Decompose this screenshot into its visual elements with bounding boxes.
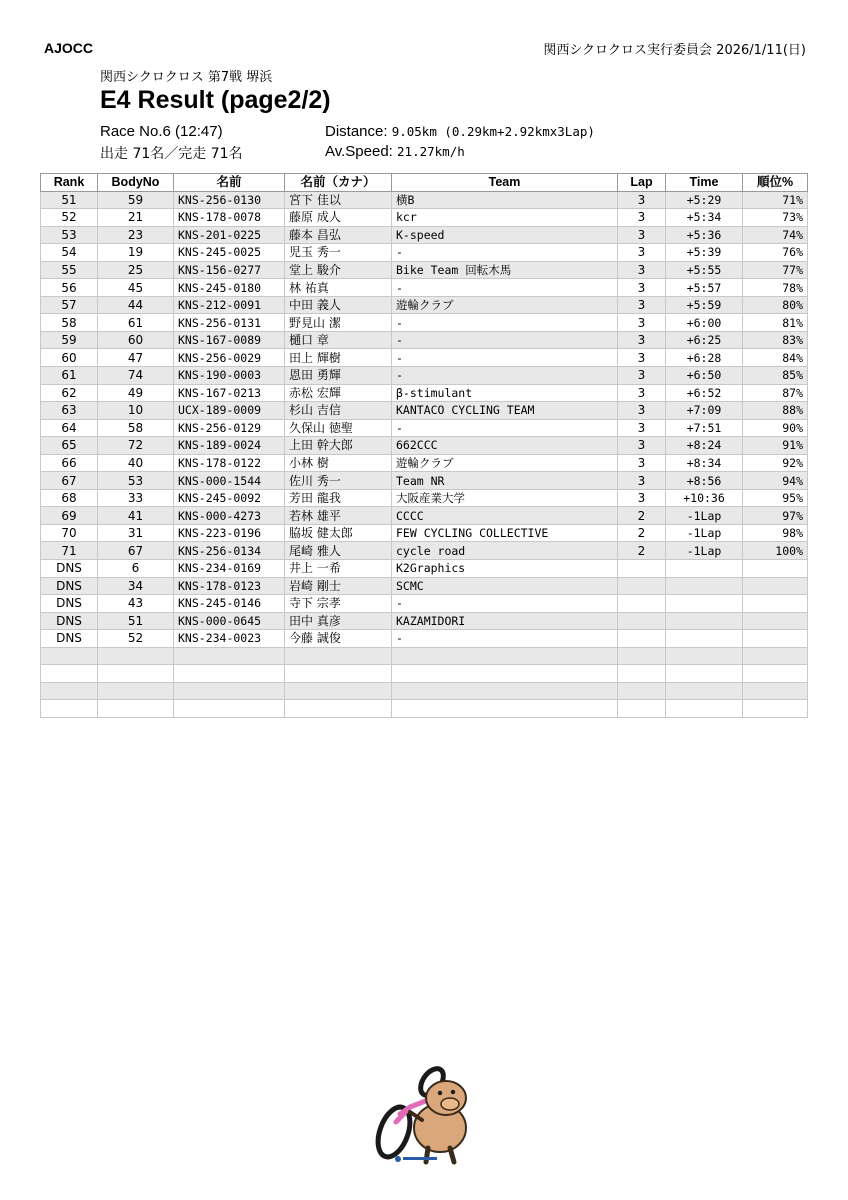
bodyno-cell: 52 <box>98 630 174 648</box>
percent-cell: 91% <box>743 437 808 455</box>
bodyno-cell: 6 <box>98 560 174 578</box>
name-cell: 岩崎 剛士 <box>285 577 392 595</box>
lap-cell: 3 <box>618 489 666 507</box>
time-cell: +5:55 <box>666 261 743 279</box>
time-cell: +5:36 <box>666 226 743 244</box>
boar-on-bicycle-mascot-icon <box>370 1062 480 1167</box>
table-row <box>41 524 808 542</box>
lap-cell: 3 <box>618 279 666 297</box>
name-cell: 久保山 徳聖 <box>285 419 392 437</box>
time-cell <box>666 700 743 718</box>
bodyno-cell: 10 <box>98 402 174 420</box>
license-cell: KNS-256-0130 <box>174 191 285 209</box>
lap-cell: 3 <box>618 472 666 490</box>
rank-cell: 67 <box>41 472 98 490</box>
name-cell <box>285 682 392 700</box>
percent-cell: 80% <box>743 296 808 314</box>
team-cell <box>392 700 618 718</box>
name-cell: 田中 真彦 <box>285 612 392 630</box>
lap-cell: 3 <box>618 261 666 279</box>
percent-cell: 77% <box>743 261 808 279</box>
percent-cell: 88% <box>743 402 808 420</box>
table-row <box>41 226 808 244</box>
team-cell: 遊輪クラブ <box>392 296 618 314</box>
team-cell: 662CCC <box>392 437 618 455</box>
percent-cell: 94% <box>743 472 808 490</box>
bodyno-cell: 58 <box>98 419 174 437</box>
organizer-date: 関西シクロクロス実行委員会 2026/1/11(日) <box>543 43 806 58</box>
bodyno-cell: 31 <box>98 524 174 542</box>
lap-cell: 3 <box>618 454 666 472</box>
license-cell: KNS-178-0078 <box>174 209 285 227</box>
name-cell: 児玉 秀一 <box>285 244 392 262</box>
bodyno-cell: 60 <box>98 331 174 349</box>
bodyno-cell <box>98 700 174 718</box>
name-cell: 藤本 昌弘 <box>285 226 392 244</box>
lap-cell: 3 <box>618 331 666 349</box>
time-cell <box>666 560 743 578</box>
bodyno-cell: 72 <box>98 437 174 455</box>
percent-cell: 87% <box>743 384 808 402</box>
bodyno-cell: 44 <box>98 296 174 314</box>
lap-cell: 3 <box>618 384 666 402</box>
name-cell: 今藤 誠俊 <box>285 630 392 648</box>
team-cell: KAZAMIDORI <box>392 612 618 630</box>
percent-cell <box>743 612 808 630</box>
bodyno-cell: 53 <box>98 472 174 490</box>
time-cell: -1Lap <box>666 542 743 560</box>
name-cell: 井上 一希 <box>285 560 392 578</box>
page-title: E4 Result (page2/2) <box>100 86 331 114</box>
table-row <box>41 682 808 700</box>
name-cell: 野見山 潔 <box>285 314 392 332</box>
team-cell: 遊輪クラブ <box>392 454 618 472</box>
lap-cell: 3 <box>618 191 666 209</box>
results-table <box>40 173 808 718</box>
name-cell: 寺下 宗孝 <box>285 595 392 613</box>
license-cell <box>174 700 285 718</box>
license-cell: KNS-234-0169 <box>174 560 285 578</box>
table-row <box>41 331 808 349</box>
table-row <box>41 296 808 314</box>
column-header: 名前 <box>174 174 285 192</box>
percent-cell: 98% <box>743 524 808 542</box>
bodyno-cell <box>98 647 174 665</box>
lap-cell: 3 <box>618 437 666 455</box>
team-cell: - <box>392 349 618 367</box>
team-cell: K2Graphics <box>392 560 618 578</box>
bodyno-cell: 43 <box>98 595 174 613</box>
column-header: Rank <box>41 174 98 192</box>
table-row <box>41 244 808 262</box>
time-cell: +8:34 <box>666 454 743 472</box>
team-cell: 大阪産業大学 <box>392 489 618 507</box>
bodyno-cell: 40 <box>98 454 174 472</box>
name-cell: 樋口 章 <box>285 331 392 349</box>
lap-cell <box>618 560 666 578</box>
lap-cell <box>618 682 666 700</box>
name-cell: 赤松 宏輝 <box>285 384 392 402</box>
bodyno-cell: 67 <box>98 542 174 560</box>
team-cell: 横B <box>392 191 618 209</box>
table-row <box>41 507 808 525</box>
bodyno-cell: 49 <box>98 384 174 402</box>
bodyno-cell: 59 <box>98 191 174 209</box>
lap-cell: 3 <box>618 349 666 367</box>
column-header: 名前（カナ） <box>285 174 392 192</box>
time-cell <box>666 665 743 683</box>
org-name: AJOCC <box>44 40 94 56</box>
name-cell: 芳田 龍我 <box>285 489 392 507</box>
team-cell: KANTACO CYCLING TEAM <box>392 402 618 420</box>
table-row <box>41 367 808 385</box>
table-row <box>41 612 808 630</box>
name-cell: 尾崎 雅人 <box>285 542 392 560</box>
average-speed <box>325 143 465 160</box>
distance <box>325 123 595 140</box>
bodyno-cell: 19 <box>98 244 174 262</box>
license-cell: KNS-223-0196 <box>174 524 285 542</box>
lap-cell <box>618 577 666 595</box>
team-cell: - <box>392 367 618 385</box>
table-row <box>41 472 808 490</box>
lap-cell: 3 <box>618 402 666 420</box>
boar-snout <box>441 1098 459 1110</box>
bodyno-cell: 33 <box>98 489 174 507</box>
table-row <box>41 209 808 227</box>
license-cell: KNS-256-0134 <box>174 542 285 560</box>
lap-cell: 2 <box>618 507 666 525</box>
license-cell: KNS-245-0180 <box>174 279 285 297</box>
bodyno-cell: 34 <box>98 577 174 595</box>
rank-cell: DNS <box>41 577 98 595</box>
rank-cell: 65 <box>41 437 98 455</box>
lap-cell <box>618 612 666 630</box>
rank-cell: 66 <box>41 454 98 472</box>
license-cell: KNS-156-0277 <box>174 261 285 279</box>
rank-cell: 59 <box>41 331 98 349</box>
avspeed-value: 21.27km/h <box>397 144 465 159</box>
team-cell: β-stimulant <box>392 384 618 402</box>
time-cell <box>666 647 743 665</box>
team-cell: FEW CYCLING COLLECTIVE <box>392 524 618 542</box>
avspeed-label: Av.Speed: <box>325 143 393 160</box>
time-cell: +5:39 <box>666 244 743 262</box>
license-cell: KNS-245-0025 <box>174 244 285 262</box>
table-row <box>41 437 808 455</box>
rank-cell: 69 <box>41 507 98 525</box>
time-cell: +6:00 <box>666 314 743 332</box>
percent-cell <box>743 577 808 595</box>
license-cell: KNS-245-0092 <box>174 489 285 507</box>
license-cell: KNS-256-0131 <box>174 314 285 332</box>
license-cell: KNS-256-0129 <box>174 419 285 437</box>
time-cell: +5:34 <box>666 209 743 227</box>
bodyno-cell: 41 <box>98 507 174 525</box>
rank-cell: 52 <box>41 209 98 227</box>
name-cell: 佐川 秀一 <box>285 472 392 490</box>
license-cell: KNS-189-0024 <box>174 437 285 455</box>
name-cell: 藤原 成人 <box>285 209 392 227</box>
lap-cell: 2 <box>618 524 666 542</box>
team-cell: Bike Team 回転木馬 <box>392 261 618 279</box>
table-row <box>41 419 808 437</box>
table-row <box>41 402 808 420</box>
team-cell: CCCC <box>392 507 618 525</box>
time-cell <box>666 682 743 700</box>
rank-cell: DNS <box>41 612 98 630</box>
team-cell: - <box>392 279 618 297</box>
rank-cell: 60 <box>41 349 98 367</box>
percent-cell: 76% <box>743 244 808 262</box>
percent-cell <box>743 647 808 665</box>
table-row <box>41 349 808 367</box>
percent-cell: 74% <box>743 226 808 244</box>
name-cell: 宮下 佳以 <box>285 191 392 209</box>
percent-cell: 100% <box>743 542 808 560</box>
time-cell: +5:57 <box>666 279 743 297</box>
team-cell: - <box>392 331 618 349</box>
percent-cell <box>743 682 808 700</box>
license-cell: KNS-212-0091 <box>174 296 285 314</box>
rank-cell: 55 <box>41 261 98 279</box>
license-cell: KNS-178-0123 <box>174 577 285 595</box>
team-cell <box>392 682 618 700</box>
rank-cell <box>41 700 98 718</box>
table-row <box>41 577 808 595</box>
rank-cell <box>41 665 98 683</box>
name-cell: 杉山 吉信 <box>285 402 392 420</box>
license-cell: KNS-245-0146 <box>174 595 285 613</box>
percent-cell: 85% <box>743 367 808 385</box>
time-cell: +8:56 <box>666 472 743 490</box>
table-row <box>41 595 808 613</box>
rank-cell: 62 <box>41 384 98 402</box>
name-cell <box>285 665 392 683</box>
bodyno-cell: 51 <box>98 612 174 630</box>
rank-cell: 64 <box>41 419 98 437</box>
license-cell: KNS-000-0645 <box>174 612 285 630</box>
percent-cell: 90% <box>743 419 808 437</box>
time-cell: +6:28 <box>666 349 743 367</box>
name-cell: 林 祐真 <box>285 279 392 297</box>
percent-cell: 78% <box>743 279 808 297</box>
bodyno-cell: 21 <box>98 209 174 227</box>
lap-cell: 3 <box>618 419 666 437</box>
lap-cell: 3 <box>618 209 666 227</box>
column-header: Team <box>392 174 618 192</box>
team-cell: - <box>392 244 618 262</box>
license-cell <box>174 647 285 665</box>
table-header-row <box>41 174 808 192</box>
percent-cell <box>743 700 808 718</box>
time-cell: +5:59 <box>666 296 743 314</box>
lap-cell <box>618 595 666 613</box>
name-cell <box>285 647 392 665</box>
lap-cell: 2 <box>618 542 666 560</box>
team-cell <box>392 647 618 665</box>
time-cell: +6:50 <box>666 367 743 385</box>
distance-value: 9.05km (0.29km+2.92kmx3Lap) <box>391 124 595 139</box>
column-header: BodyNo <box>98 174 174 192</box>
percent-cell <box>743 595 808 613</box>
rank-cell: DNS <box>41 595 98 613</box>
name-cell: 堂上 駿介 <box>285 261 392 279</box>
lap-cell: 3 <box>618 244 666 262</box>
rank-cell: DNS <box>41 630 98 648</box>
rank-cell: 61 <box>41 367 98 385</box>
table-row <box>41 647 808 665</box>
team-cell <box>392 665 618 683</box>
team-cell: SCMC <box>392 577 618 595</box>
team-cell: - <box>392 314 618 332</box>
starters-finishers: 出走 71名／完走 71名 <box>100 146 243 162</box>
lap-cell <box>618 630 666 648</box>
license-cell: KNS-256-0029 <box>174 349 285 367</box>
team-cell: kcr <box>392 209 618 227</box>
rank-cell: 51 <box>41 191 98 209</box>
name-cell: 脇坂 健太郎 <box>285 524 392 542</box>
name-cell <box>285 700 392 718</box>
bodyno-cell: 25 <box>98 261 174 279</box>
percent-cell: 81% <box>743 314 808 332</box>
percent-cell: 95% <box>743 489 808 507</box>
time-cell: +6:52 <box>666 384 743 402</box>
lap-cell <box>618 700 666 718</box>
license-cell <box>174 682 285 700</box>
license-cell: KNS-000-4273 <box>174 507 285 525</box>
column-header: 順位% <box>743 174 808 192</box>
lap-cell: 3 <box>618 367 666 385</box>
percent-cell: 71% <box>743 191 808 209</box>
time-cell: -1Lap <box>666 507 743 525</box>
rank-cell: 58 <box>41 314 98 332</box>
lap-cell: 3 <box>618 226 666 244</box>
rank-cell: 71 <box>41 542 98 560</box>
bodyno-cell: 74 <box>98 367 174 385</box>
license-cell: KNS-234-0023 <box>174 630 285 648</box>
name-cell: 小林 樹 <box>285 454 392 472</box>
license-cell: KNS-000-1544 <box>174 472 285 490</box>
column-header: Lap <box>618 174 666 192</box>
time-cell <box>666 577 743 595</box>
time-cell <box>666 595 743 613</box>
time-cell: +7:51 <box>666 419 743 437</box>
results-body <box>41 191 808 717</box>
team-cell: - <box>392 419 618 437</box>
rank-cell: DNS <box>41 560 98 578</box>
time-cell: -1Lap <box>666 524 743 542</box>
license-cell: KNS-178-0122 <box>174 454 285 472</box>
percent-cell <box>743 630 808 648</box>
rank-cell: 56 <box>41 279 98 297</box>
table-row <box>41 279 808 297</box>
percent-cell: 84% <box>743 349 808 367</box>
bodyno-cell <box>98 682 174 700</box>
time-cell <box>666 612 743 630</box>
percent-cell: 92% <box>743 454 808 472</box>
time-cell: +7:09 <box>666 402 743 420</box>
bodyno-cell: 45 <box>98 279 174 297</box>
license-cell: KNS-167-0089 <box>174 331 285 349</box>
table-row <box>41 560 808 578</box>
percent-cell <box>743 560 808 578</box>
percent-cell: 83% <box>743 331 808 349</box>
name-cell: 中田 義人 <box>285 296 392 314</box>
license-cell <box>174 665 285 683</box>
time-cell: +5:29 <box>666 191 743 209</box>
table-row <box>41 489 808 507</box>
bodyno-cell: 47 <box>98 349 174 367</box>
license-cell: KNS-167-0213 <box>174 384 285 402</box>
time-cell: +6:25 <box>666 331 743 349</box>
table-row <box>41 700 808 718</box>
name-cell: 上田 幹大郎 <box>285 437 392 455</box>
team-cell: K-speed <box>392 226 618 244</box>
table-row <box>41 542 808 560</box>
team-cell: - <box>392 595 618 613</box>
lap-cell <box>618 665 666 683</box>
event-name: 関西シクロクロス 第7戦 堺浜 <box>100 70 273 85</box>
percent-cell: 73% <box>743 209 808 227</box>
table-row <box>41 665 808 683</box>
rank-cell: 63 <box>41 402 98 420</box>
rank-cell: 57 <box>41 296 98 314</box>
table-row <box>41 630 808 648</box>
table-row <box>41 261 808 279</box>
table-row <box>41 384 808 402</box>
license-cell: KNS-190-0003 <box>174 367 285 385</box>
team-cell: Team NR <box>392 472 618 490</box>
race-number: Race No.6 (12:47) <box>100 123 223 140</box>
percent-cell: 97% <box>743 507 808 525</box>
name-cell: 恩田 勇輝 <box>285 367 392 385</box>
rank-cell: 53 <box>41 226 98 244</box>
rank-cell: 54 <box>41 244 98 262</box>
team-cell: - <box>392 630 618 648</box>
distance-label: Distance: <box>325 123 388 140</box>
table-row <box>41 314 808 332</box>
license-cell: UCX-189-0009 <box>174 402 285 420</box>
rank-cell <box>41 647 98 665</box>
name-cell: 若林 雄平 <box>285 507 392 525</box>
percent-cell <box>743 665 808 683</box>
name-cell: 田上 輝樹 <box>285 349 392 367</box>
bodyno-cell <box>98 665 174 683</box>
time-cell <box>666 630 743 648</box>
license-cell: KNS-201-0225 <box>174 226 285 244</box>
rank-cell: 70 <box>41 524 98 542</box>
rank-cell: 68 <box>41 489 98 507</box>
lap-cell: 3 <box>618 296 666 314</box>
time-cell: +10:36 <box>666 489 743 507</box>
bodyno-cell: 23 <box>98 226 174 244</box>
table-row <box>41 454 808 472</box>
lap-cell: 3 <box>618 314 666 332</box>
time-cell: +8:24 <box>666 437 743 455</box>
lap-cell <box>618 647 666 665</box>
bodyno-cell: 61 <box>98 314 174 332</box>
team-cell: cycle road <box>392 542 618 560</box>
rank-cell <box>41 682 98 700</box>
table-row <box>41 191 808 209</box>
column-header: Time <box>666 174 743 192</box>
